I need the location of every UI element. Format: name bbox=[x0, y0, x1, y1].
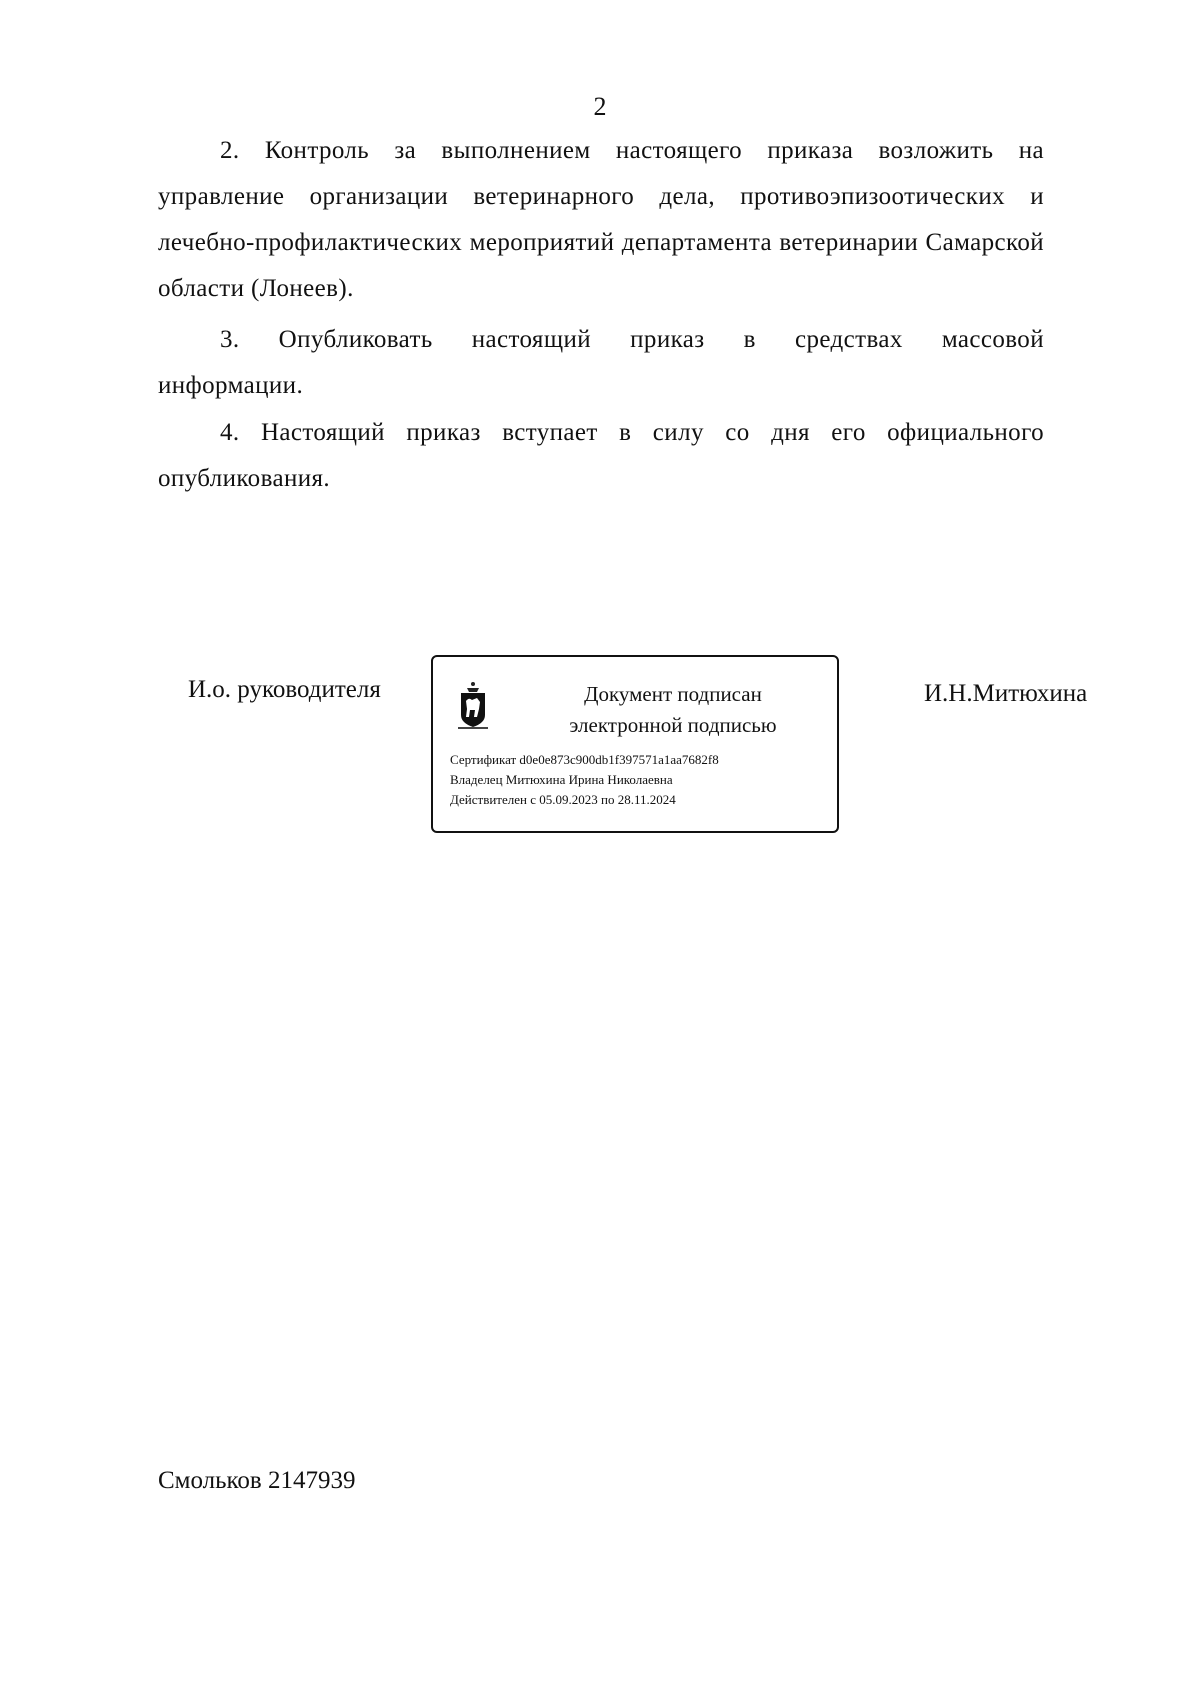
stamp-certificate: Сертификат d0e0e873c900db1f397571a1aa7682f8 bbox=[450, 752, 719, 767]
stamp-heading bbox=[523, 679, 823, 741]
stamp-heading-line2: электронной подписью bbox=[569, 713, 777, 737]
executor-line: Смольков 2147939 bbox=[158, 1467, 356, 1494]
electronic-signature-stamp bbox=[431, 655, 839, 833]
paragraph-publish: 3. Опубликовать настоящий приказ в средствах массовой информации. bbox=[158, 326, 1044, 399]
samara-coat-of-arms-icon bbox=[455, 679, 491, 731]
paragraph-control: 2. Контроль за выполнением настоящего приказа возложить на управление организации ветеринарного дела, противоэпизоотических и лечебно-профилактических мероприятий департамента ветеринарии Самарской области (Лонеев). bbox=[158, 137, 1044, 302]
stamp-details bbox=[450, 750, 719, 810]
page-number: 2 bbox=[593, 92, 607, 121]
signer-title: И.о. руководителя bbox=[188, 676, 381, 703]
stamp-validity: Действителен с 05.09.2023 по 28.11.2024 bbox=[450, 792, 676, 807]
paragraph-effective-date: 4. Настоящий приказ вступает в силу со дня его официального опубликования. bbox=[158, 419, 1044, 492]
stamp-heading-line1: Документ подписан bbox=[584, 682, 762, 706]
stamp-owner: Владелец Митюхина Ирина Николаевна bbox=[450, 772, 673, 787]
signer-name: И.Н.Митюхина bbox=[924, 680, 1088, 707]
